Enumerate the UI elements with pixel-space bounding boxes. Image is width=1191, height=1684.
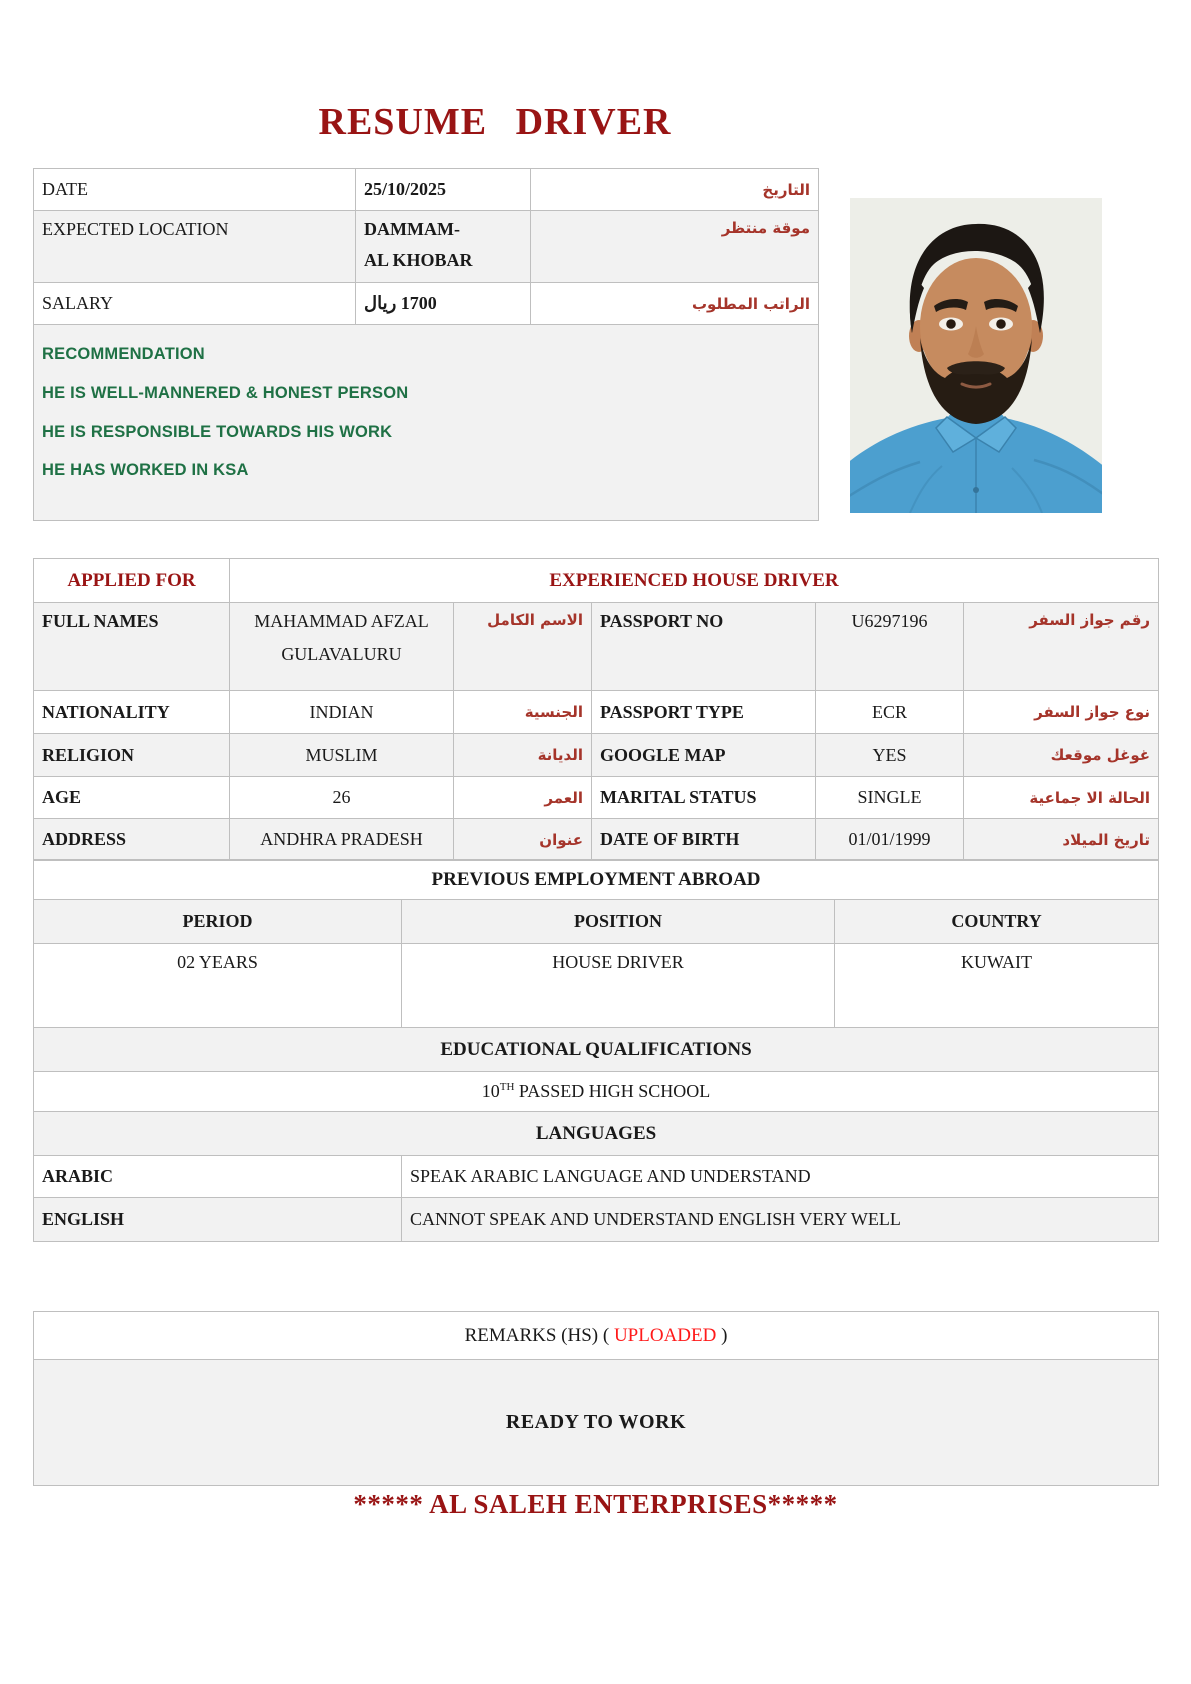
recommendation-row [34,325,819,521]
religion-value: MUSLIM [230,734,454,777]
religion-label: RELIGION [34,734,230,777]
google-map-label-arabic: غوغل موقعك [964,734,1159,777]
address-value: ANDHRA PRADESH [230,819,454,861]
expected-location-value [356,211,531,283]
marital-status-label-arabic: الحالة الا جماعية [964,777,1159,819]
religion-label-arabic: الديانة [454,734,592,777]
education-value-num: 10 [481,1081,500,1101]
applied-for-value: EXPERIENCED HOUSE DRIVER [230,559,1159,603]
ready-to-work-status: READY TO WORK [34,1360,1159,1486]
expected-location-label-arabic: موقة منتظر [531,211,819,283]
employment-education-table [33,859,1159,1242]
recommendation-line: HE IS RESPONSIBLE TOWARDS HIS WORK [42,422,393,441]
date-of-birth-label-arabic: تاريخ الميلاد [964,819,1159,861]
recommendation-block [34,325,819,521]
country-column-header: COUNTRY [835,900,1159,944]
section-header-row [34,1028,1159,1072]
full-names-line2: GULAVALURU [281,644,402,664]
english-language-label: ENGLISH [34,1198,402,1242]
language-row [34,1156,1159,1198]
expected-location-label: EXPECTED LOCATION [34,211,356,283]
remarks-row [34,1312,1159,1360]
table-row [34,819,1159,861]
table-row [34,603,1159,691]
education-value-sup: TH [499,1081,515,1093]
arabic-language-label: ARABIC [34,1156,402,1198]
english-language-value: CANNOT SPEAK AND UNDERSTAND ENGLISH VERY WELL [402,1198,1159,1242]
applicant-photo-graphic [850,198,1102,513]
table-row [34,169,819,211]
address-label: ADDRESS [34,819,230,861]
education-value-rest: PASSED HIGH SCHOOL [514,1081,711,1101]
section-header-row [34,860,1159,900]
ready-to-work-row [34,1360,1159,1486]
employment-values-row [34,944,1159,1028]
full-names-label-arabic: الاسم الكامل [454,603,592,691]
table-row [34,734,1159,777]
age-label: AGE [34,777,230,819]
date-of-birth-value: 01/01/1999 [816,819,964,861]
language-row [34,1198,1159,1242]
passport-no-value: U6297196 [816,603,964,691]
passport-type-label: PASSPORT TYPE [592,691,816,734]
recommendation-line: HE IS WELL-MANNERED & HONEST PERSON [42,383,409,402]
date-value: 25/10/2025 [356,169,531,211]
passport-type-label-arabic: نوع جواز السفر [964,691,1159,734]
google-map-label: GOOGLE MAP [592,734,816,777]
passport-no-label: PASSPORT NO [592,603,816,691]
arabic-language-value: SPEAK ARABIC LANGUAGE AND UNDERSTAND [402,1156,1159,1198]
age-label-arabic: العمر [454,777,592,819]
recommendation-title: RECOMMENDATION [42,345,205,363]
date-of-birth-label: DATE OF BIRTH [592,819,816,861]
table-row [34,211,819,283]
remarks-prefix: REMARKS (HS) ( [464,1324,614,1346]
remarks-uploaded-status: UPLOADED [613,1324,717,1346]
country-value: KUWAIT [835,944,1159,1028]
full-names-label: FULL NAMES [34,603,230,691]
remarks-line [34,1312,1159,1360]
google-map-value: YES [816,734,964,777]
full-names-line1: MAHAMMAD AFZAL [254,611,429,631]
period-column-header: PERIOD [34,900,402,944]
applied-for-row [34,559,1159,603]
top-info-table [33,168,819,521]
passport-type-value: ECR [816,691,964,734]
expected-location-line1: DAMMAM- [364,219,460,239]
applicant-photo [850,198,1102,513]
position-value: HOUSE DRIVER [402,944,835,1028]
salary-label-arabic: الراتب المطلوب [531,283,819,325]
age-value: 26 [230,777,454,819]
table-row [34,777,1159,819]
page-title: RESUME DRIVER [318,101,672,143]
full-names-value [230,603,454,691]
nationality-label-arabic: الجنسية [454,691,592,734]
salary-value: 1700 ريال [356,283,531,325]
nationality-label: NATIONALITY [34,691,230,734]
address-label-arabic: عنوان [454,819,592,861]
period-value: 02 YEARS [34,944,402,1028]
details-table [33,558,1159,861]
nationality-value: INDIAN [230,691,454,734]
education-header: EDUCATIONAL QUALIFICATIONS [34,1028,1159,1072]
date-label-arabic: التاريخ [531,169,819,211]
previous-employment-header: PREVIOUS EMPLOYMENT ABROAD [34,860,1159,900]
applied-for-label: APPLIED FOR [34,559,230,603]
section-header-row [34,1112,1159,1156]
recommendation-line: HE HAS WORKED IN KSA [42,461,249,480]
salary-label: SALARY [34,283,356,325]
languages-header: LANGUAGES [34,1112,1159,1156]
education-value-row [34,1072,1159,1112]
table-row [34,283,819,325]
expected-location-line2: AL KHOBAR [364,250,473,270]
education-value [34,1072,1159,1112]
employment-columns-row [34,900,1159,944]
date-label: DATE [34,169,356,211]
passport-no-label-arabic: رقم جواز السفر [964,603,1159,691]
table-row [34,691,1159,734]
marital-status-label: MARITAL STATUS [592,777,816,819]
marital-status-value: SINGLE [816,777,964,819]
position-column-header: POSITION [402,900,835,944]
remarks-table [33,1311,1159,1486]
remarks-suffix: ) [716,1324,728,1346]
company-footer: ***** AL SALEH ENTERPRISES***** [353,1489,838,1519]
